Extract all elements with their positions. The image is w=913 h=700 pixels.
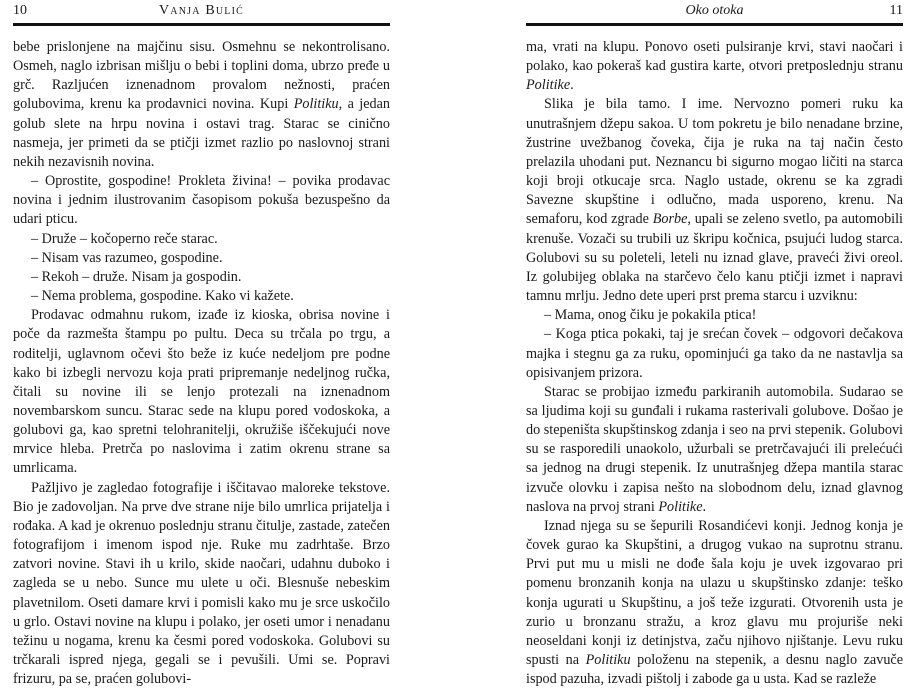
paragraph: Starac se probijao između parkiranih automobila. Sudarao se sa ljudima koji su gunđali i rukama rasterivali golubove. Došao je do stepeništa skupštinskog zdanja i seo na prvi stepenik. Golubovi su se rasporedili unaokolo, užurbali se pretrčavajući ili prelećući sa jednog na drugi stepenik. Iz unutrašnjeg džepa mantila starac izvuče olovku i zapisa nešto na slobodnom delu, iznad glavnog naslova na prvoj strani Politike.: [526, 383, 903, 515]
paragraph: Pažljivo je zagledao fotografije i iščitavao maloreke tekstove. Bio je zadovoljan. Na prve dve strane nije bilo umrlica prijatelja i rođaka. A kad je okrenuo poslednju stranu čitulje, zastade, zatečen fotografijom i imenom ispod nje. Ruke mu zadrhtaše. Brzo zatvori novine. Stavi ih u krilo, skide naočari, udahnu duboko i zagleda se u nebo. Sunce mu ulete u oči. Blesnuše nebeskim plavetnilom. Oseti damare krvi i pomisli kako mu je srce uskočilo u grlo. Ostavi novine na klupu i polako, jer oseti umor i nenadanu težinu u nogama, krenu ka česmi pored vodoskoka. Golubovi su trčkarali ispred njega, gegali se i pevušili. Umi se. Popravi frizuru, pa se, praćen golubovi-: [13, 479, 390, 688]
left-page-body: [13, 38, 390, 689]
paragraph: Prodavac odmahnu rukom, izađe iz kioska, obrisa novine i poče da razmešta štampu po pultu. Deca su trčala po trgu, a roditelji, uglavnom očevi što beže iz kuće nedeljom pre podne kako bi izbegli nervozu koja prati pripremanje nedeljnog ručka, čitali su novine ili se lenjo protezali na iznenadnom novembarskom suncu. Starac sede na klupu pored vodoskoka, a golubovi ga, kao spretni telohranitelji, okružiše iščekujući nove mrvice hleba. Pretrča po naslovima i zatim okrenu strane sa umrlicama.: [13, 307, 390, 477]
page-number: 10: [13, 3, 27, 18]
paragraph: ma, vrati na klupu. Ponovo oseti pulsiranje krvi, stavi naočari i polako, kao pokeraš kad gustira karte, otvori pretposlednju stranu Politike.: [526, 39, 903, 94]
right-page-body: [526, 38, 903, 689]
dialogue-line: – Nisam vas razumeo, gospodine.: [31, 249, 223, 266]
dialogue-line: – Druže – kočoperno reče starac.: [31, 230, 218, 247]
page-number: 11: [889, 3, 903, 18]
paragraph: Slika je bila tamo. I ime. Nervozno pomeri ruku ka unutrašnjem džepu sakoa. U tom pokretu je bilo nenadane brzine, žustrine uvežbanog čoveka, čija je ruka na taj način često prelazila uhodani put. Neznancu bi sigurno mogao ličiti na starca koji broji otkucaje srca. Naglo ustade, okrenu se ka zgradi Savezne skupštine i odlučno, mada usporeno, krenu. Na semaforu, kod zgrade Borbe, upali se zeleno svetlo, pa automobili krenuše. Vozači su trubili uz škripu kočnica, psujući ludog starca. Golubovi su su poleteli, leteli nu iznad glave, praveći živi oreol. Iz golubijeg oblaka na starčevo čelo kanu ptičji izmet i napravi tamnu mrlju. Jedno dete uperi prst prema starcu i uzviknu:: [526, 96, 903, 305]
dialogue-line: – Rekoh – druže. Nisam ja gospodin.: [31, 268, 242, 285]
left-page: [13, 0, 390, 700]
paragraph: – Oprostite, gospodine! Prokleta živina! – povika prodavac novina i jednim ilustrovanim časopisom pokuša bezuspešno da udari pticu.: [13, 173, 390, 228]
paragraph: Iznad njega su se šepurili Rosandićevi konji. Jednog konja je čovek gurao ka Skupštini, a drugog vukao na suprotnu stranu. Prvi put mu u misli ne dođe šala koju je uvek izgovarao pri pomenu bronzanih konja na ulazu u skupštinsko zdanje: teško konja ugurati u Skupštinu, a još teže izgurati. Otvorenih usta je zurio u bronzanu stražu, a kroz glavu mu projuriše neki neoseldani konji iz detinjstva, začu njihovo njištanje. Levu ruku spusti na Politiku položenu na stepenik, a desnu naglo zavuče ispod pazuha, izvadi pištolj i zabode ga u usta. Kad se razleže: [526, 517, 904, 688]
paragraph: bebe prislonjene na majčinu sisu. Osmehnu se nekontrolisano. Osmeh, naglo izbrisan mišlju o bebi i toplini doma, ubrzo pređe u grč. Razljućen iznenadnom provalom nežnosti, praćen golubovima, krenu ka prodavnici novina. Kupi Politiku, a jedan golub slete na hrpu novina i ostavi trag. Starac se cinično nasmeja, jer primeti da se ptičji izmet razlio po naslovnoj strani nekih nezavisnih novina.: [13, 39, 390, 170]
paragraph: – Koga ptica pokaki, taj je srećan čovek – odgovori dečakova majka i stegnu ga za ruku, opominjući ga tako da ne nastavlja sa opisivanjem prizora.: [526, 326, 903, 381]
dialogue-line: – Mama, onog čiku je pokakila ptica!: [544, 307, 757, 324]
header-rule: [13, 23, 390, 26]
right-page-header: [526, 3, 903, 23]
right-page: [526, 0, 903, 700]
running-head-author: Vanja Bulić: [158, 3, 245, 18]
left-page-header: [13, 3, 390, 23]
header-rule: [526, 23, 903, 26]
running-head-title: Oko otoka: [685, 3, 744, 18]
dialogue-line: – Nema problema, gospodine. Kako vi kažete.: [31, 288, 294, 305]
